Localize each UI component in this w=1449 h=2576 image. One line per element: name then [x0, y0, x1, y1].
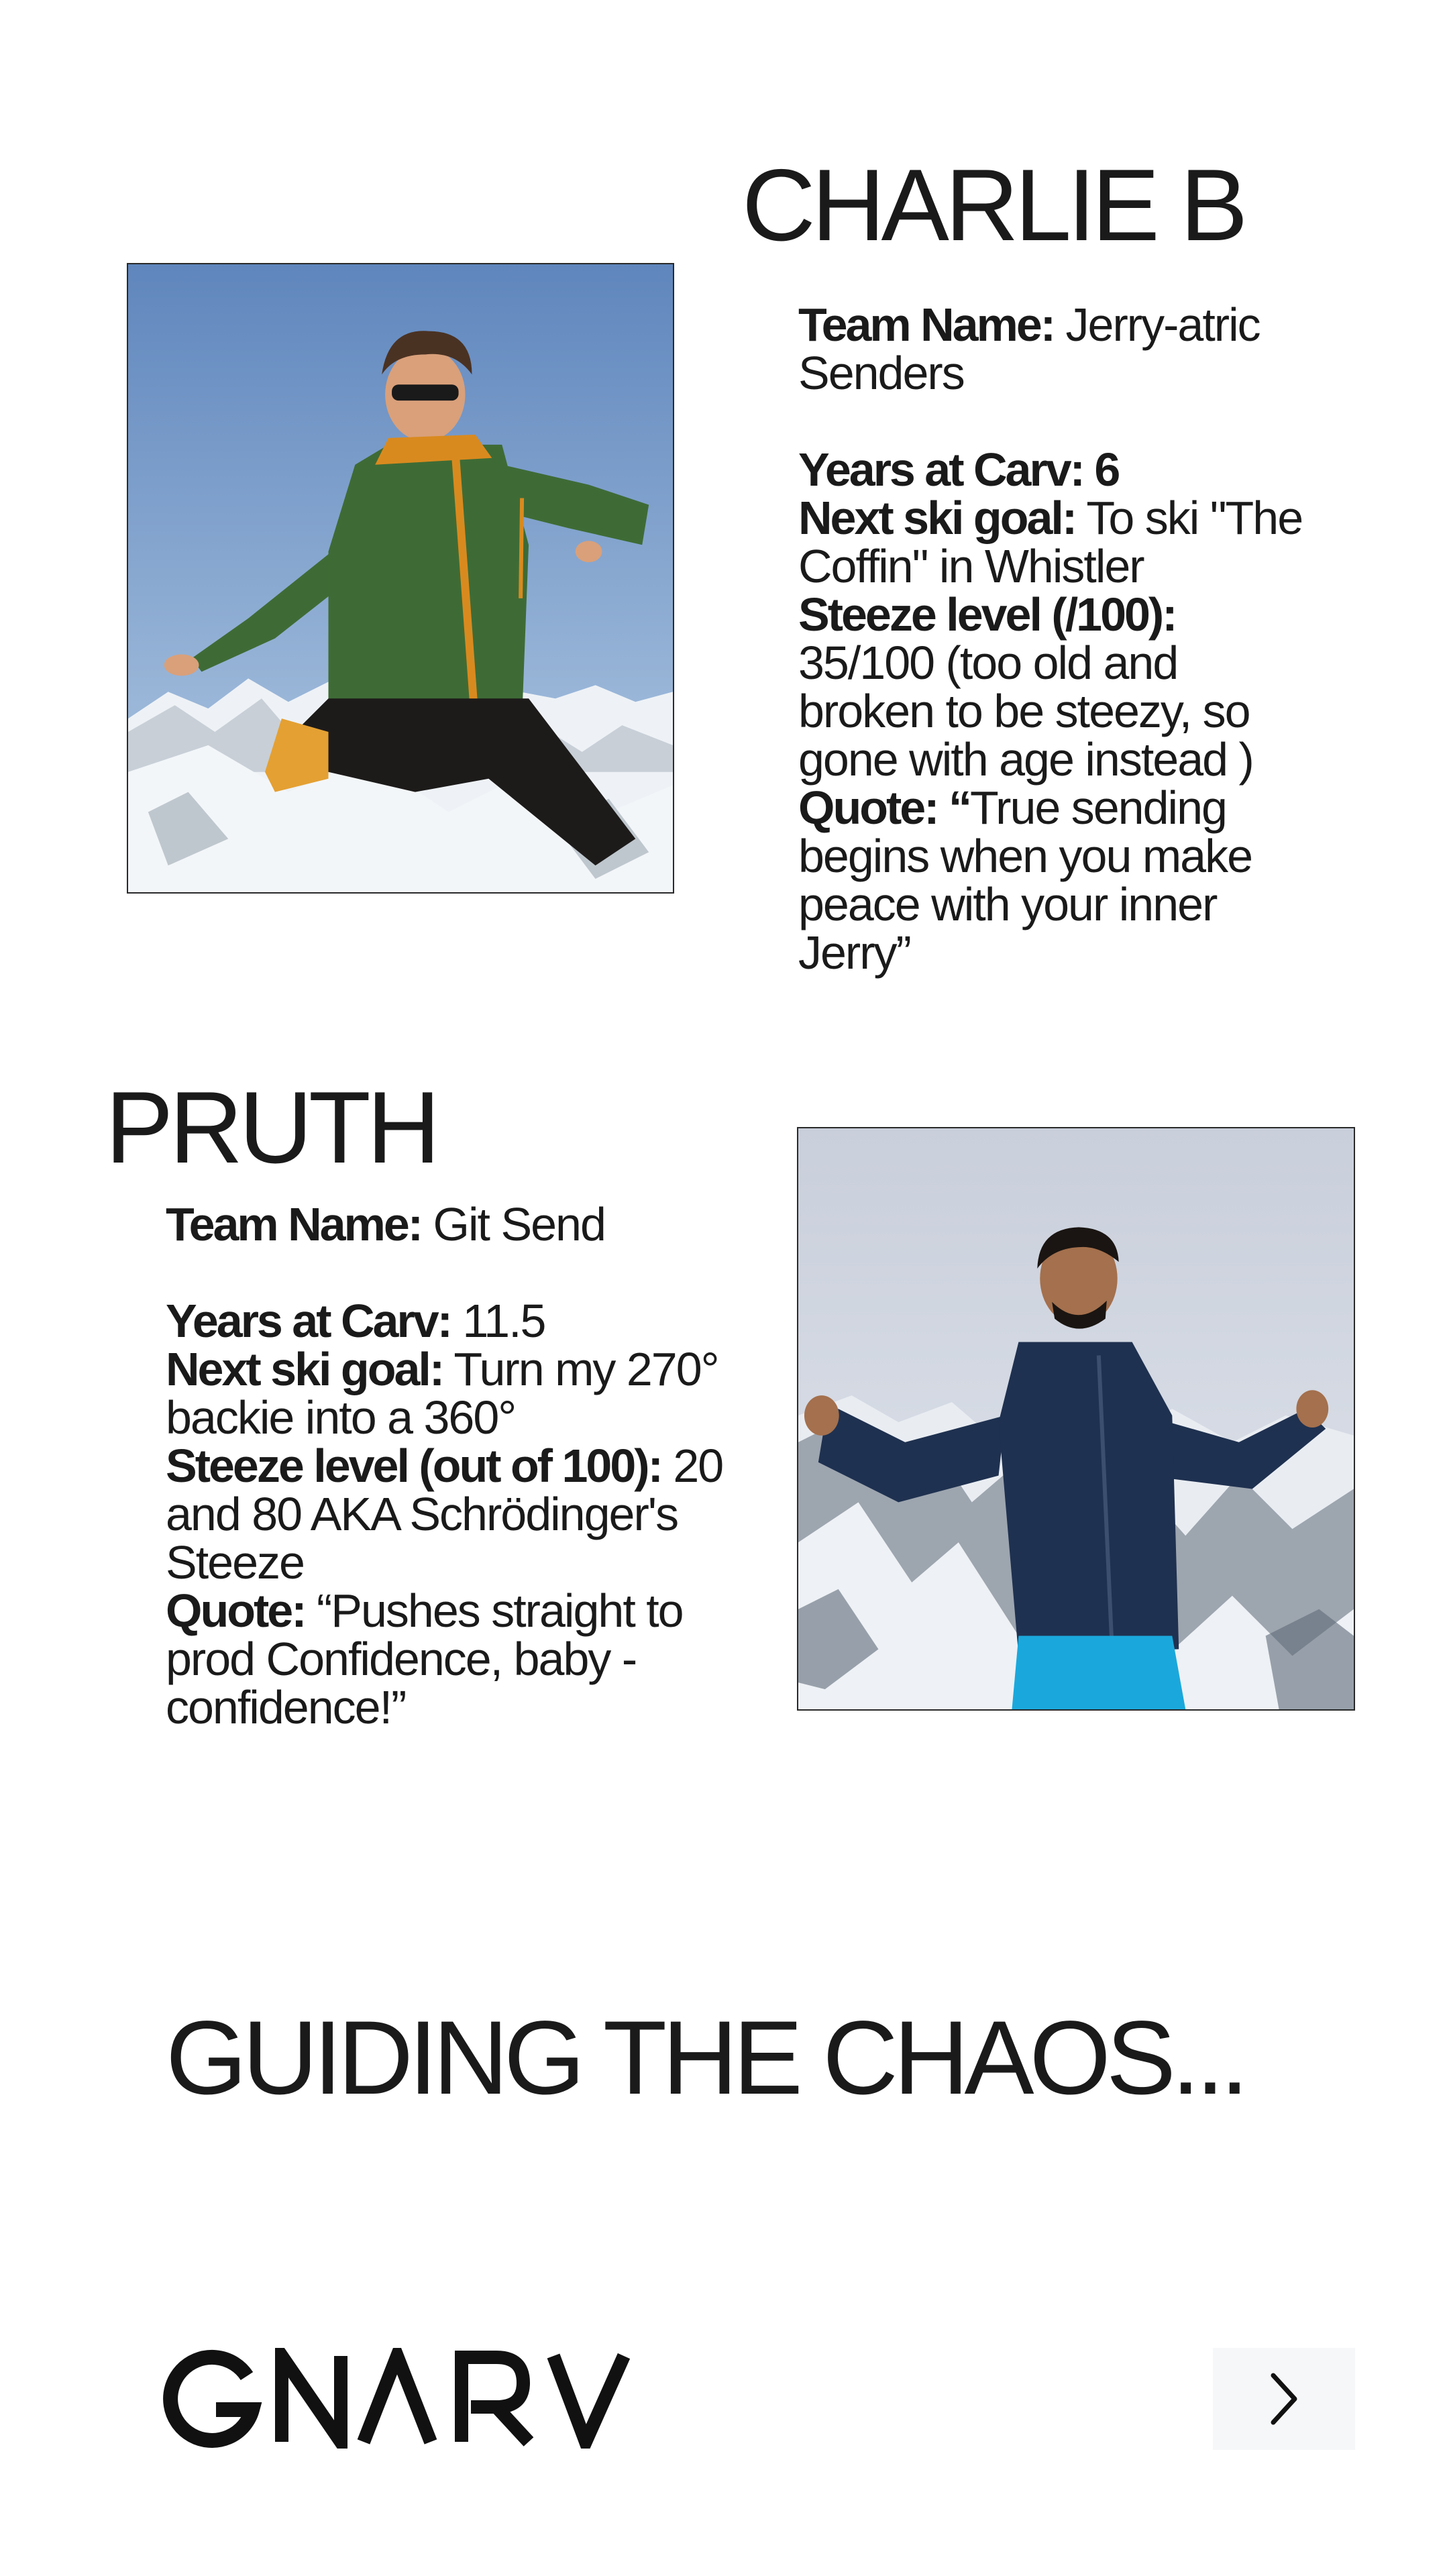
- steeze-line: [166, 1442, 749, 1587]
- team-name-label: Team Name:: [166, 1198, 422, 1250]
- quote-label: Quote:: [166, 1585, 305, 1637]
- goal-label: Next ski goal:: [798, 492, 1076, 544]
- team-name-value: Git Send: [421, 1198, 605, 1250]
- quote-line: [166, 1587, 749, 1731]
- profile-photo-pruth: [797, 1127, 1355, 1711]
- goal-line: [166, 1345, 749, 1442]
- steeze-line: [798, 590, 1322, 784]
- profile-name-pruth: PRUTH: [105, 1071, 437, 1185]
- spacer: [798, 397, 1322, 445]
- quote-label: Quote: “: [798, 782, 970, 834]
- goal-value: Turn my 270° backie into a 360°: [166, 1343, 718, 1444]
- chevron-right-icon: [1264, 2369, 1304, 2429]
- years-label: Years at Carv:: [166, 1295, 451, 1347]
- goal-line: [798, 494, 1322, 590]
- profile-photo-charlie: [127, 263, 674, 894]
- profile-bio-charlie: [798, 301, 1322, 977]
- gnarv-logo-mark: [161, 2348, 651, 2449]
- spacer: [166, 1248, 749, 1297]
- goal-value: To ski "The Coffin" in Whistler: [798, 492, 1303, 592]
- steeze-value: 35/100 (too old and broken to be steezy, so gone with age instead ): [798, 637, 1253, 786]
- profile-name-charlie: CHARLIE B: [742, 148, 1244, 262]
- steeze-label: Steeze level (/100):: [798, 588, 1176, 641]
- team-name-label: Team Name:: [798, 299, 1055, 351]
- years-line: [798, 445, 1322, 494]
- quote-line: [798, 784, 1322, 977]
- goal-label: Next ski goal:: [166, 1343, 443, 1395]
- quote-value: True sending begins when you make peace with your inner Jerry”: [798, 782, 1252, 979]
- steeze-label: Steeze level (out of 100):: [166, 1440, 661, 1492]
- charlie-photo-image: [128, 264, 673, 892]
- profile-bio-pruth: [166, 1200, 749, 1731]
- team-name-value: Jerry-atric Senders: [798, 299, 1260, 399]
- next-button[interactable]: [1213, 2348, 1355, 2450]
- years-line: [166, 1297, 749, 1345]
- years-label: Years at Carv: 6: [798, 443, 1119, 496]
- years-value: 11.5: [450, 1295, 545, 1347]
- section-title: GUIDING THE CHAOS...: [166, 2000, 1244, 2116]
- steeze-value: 20 and 80 AKA Schrödinger's Steeze: [166, 1440, 723, 1589]
- pruth-photo-image: [798, 1128, 1354, 1709]
- quote-value: “Pushes straight to prod Confidence, baby - confidence!”: [166, 1585, 683, 1733]
- team-name-line: [798, 301, 1322, 397]
- team-name-line: [166, 1200, 749, 1248]
- gnarv-logo[interactable]: [161, 2348, 651, 2449]
